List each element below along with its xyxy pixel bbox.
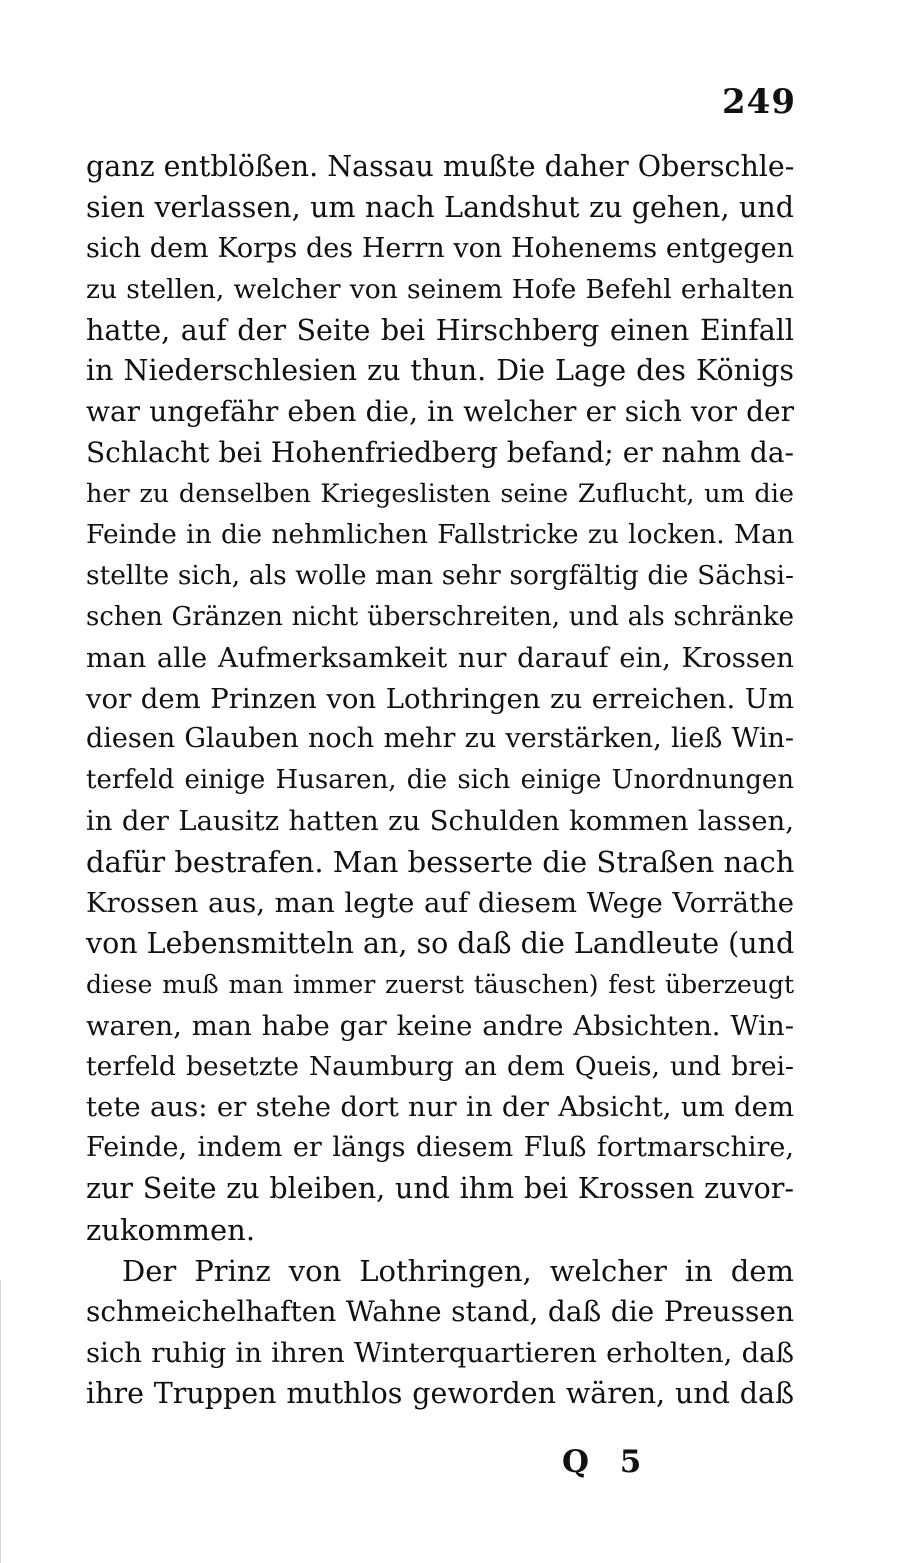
text-line: dafür bestrafen. Man besserte die Straßen nach (86, 845, 795, 880)
text-line: ihre Truppen muthlos geworden wären, und daß (86, 1376, 794, 1410)
text-line: von Lebensmitteln an, so daß die Landleute (und (86, 926, 795, 960)
text-line: Schlacht bei Hohenfriedberg befand; er nahm da- (86, 436, 794, 470)
text-line: terfeld besetzte Naumburg an dem Queis, und brei- (86, 1050, 794, 1082)
text-line: stellte sich, als wolle man sehr sorgfältig die Sächsi- (86, 559, 794, 591)
text-line: tete aus: er stehe dort nur in der Absicht, um dem (86, 1091, 794, 1124)
text-line: zu stellen, welcher von seinem Hofe Befehl erhalten (86, 273, 794, 305)
text-line: terfeld einige Husaren, die sich einige Unordnungen (86, 765, 794, 796)
text-line: Krossen aus, man legte auf diesem Wege Vorräthe (86, 887, 794, 920)
text-line: schmeichelhaften Wahne stand, daß die Preussen (86, 1294, 794, 1328)
text-line: Feinde in die nehmlichen Fallstricke zu locken. Man (86, 519, 794, 551)
text-line: zukommen. (86, 1213, 256, 1248)
text-line: man alle Aufmerksamkeit nur darauf ein, Krossen (86, 641, 794, 674)
text-line: sien verlassen, um nach Landshut zu gehen, und (86, 190, 794, 224)
text-line: her zu denselben Kriegeslisten seine Zuflucht, um die (86, 479, 794, 510)
text-line: waren, man habe gar keine andre Absichten. Win- (86, 1009, 794, 1042)
text-line: diese muß man immer zuerst täuschen) fest überzeugt (86, 969, 794, 999)
text-line: Der Prinz von Lothringen, welcher in dem (122, 1254, 794, 1289)
page-number: 249 (722, 82, 796, 122)
text-line: in Niederschlesien zu thun. Die Lage des Königs (86, 354, 794, 388)
body-text (86, 147, 794, 1415)
page-edge (0, 1280, 7, 1563)
text-line: hatte, auf der Seite bei Hirschberg einen Einfall (86, 313, 794, 347)
text-line: in der Lausitz hatten zu Schulden kommen lassen, (86, 805, 794, 838)
paragraph-1 (86, 147, 794, 1251)
signature-mark: Q 5 (562, 1444, 652, 1480)
text-line: schen Gränzen nicht überschreiten, und als schränke (86, 601, 794, 632)
text-line: vor dem Prinzen von Lothringen zu erreichen. Um (86, 682, 794, 715)
text-line: diesen Glauben noch mehr zu verstärken, ließ Win- (86, 723, 794, 755)
text-line: sich dem Korps des Herrn von Hohenems entgegen (86, 232, 794, 264)
text-line: sich ruhig in ihren Winterquartieren erholten, daß (86, 1336, 794, 1369)
paragraph-2 (86, 1251, 794, 1415)
text-line: war ungefähr eben die, in welcher er sich vor der (86, 395, 794, 429)
text-line: ganz entblößen. Nassau mußte daher Oberschle- (86, 150, 795, 183)
text-line: Feinde, indem er längs diesem Fluß fortmarschire, (86, 1132, 794, 1164)
text-line: zur Seite zu bleiben, und ihm bei Krossen zuvor- (86, 1172, 794, 1206)
